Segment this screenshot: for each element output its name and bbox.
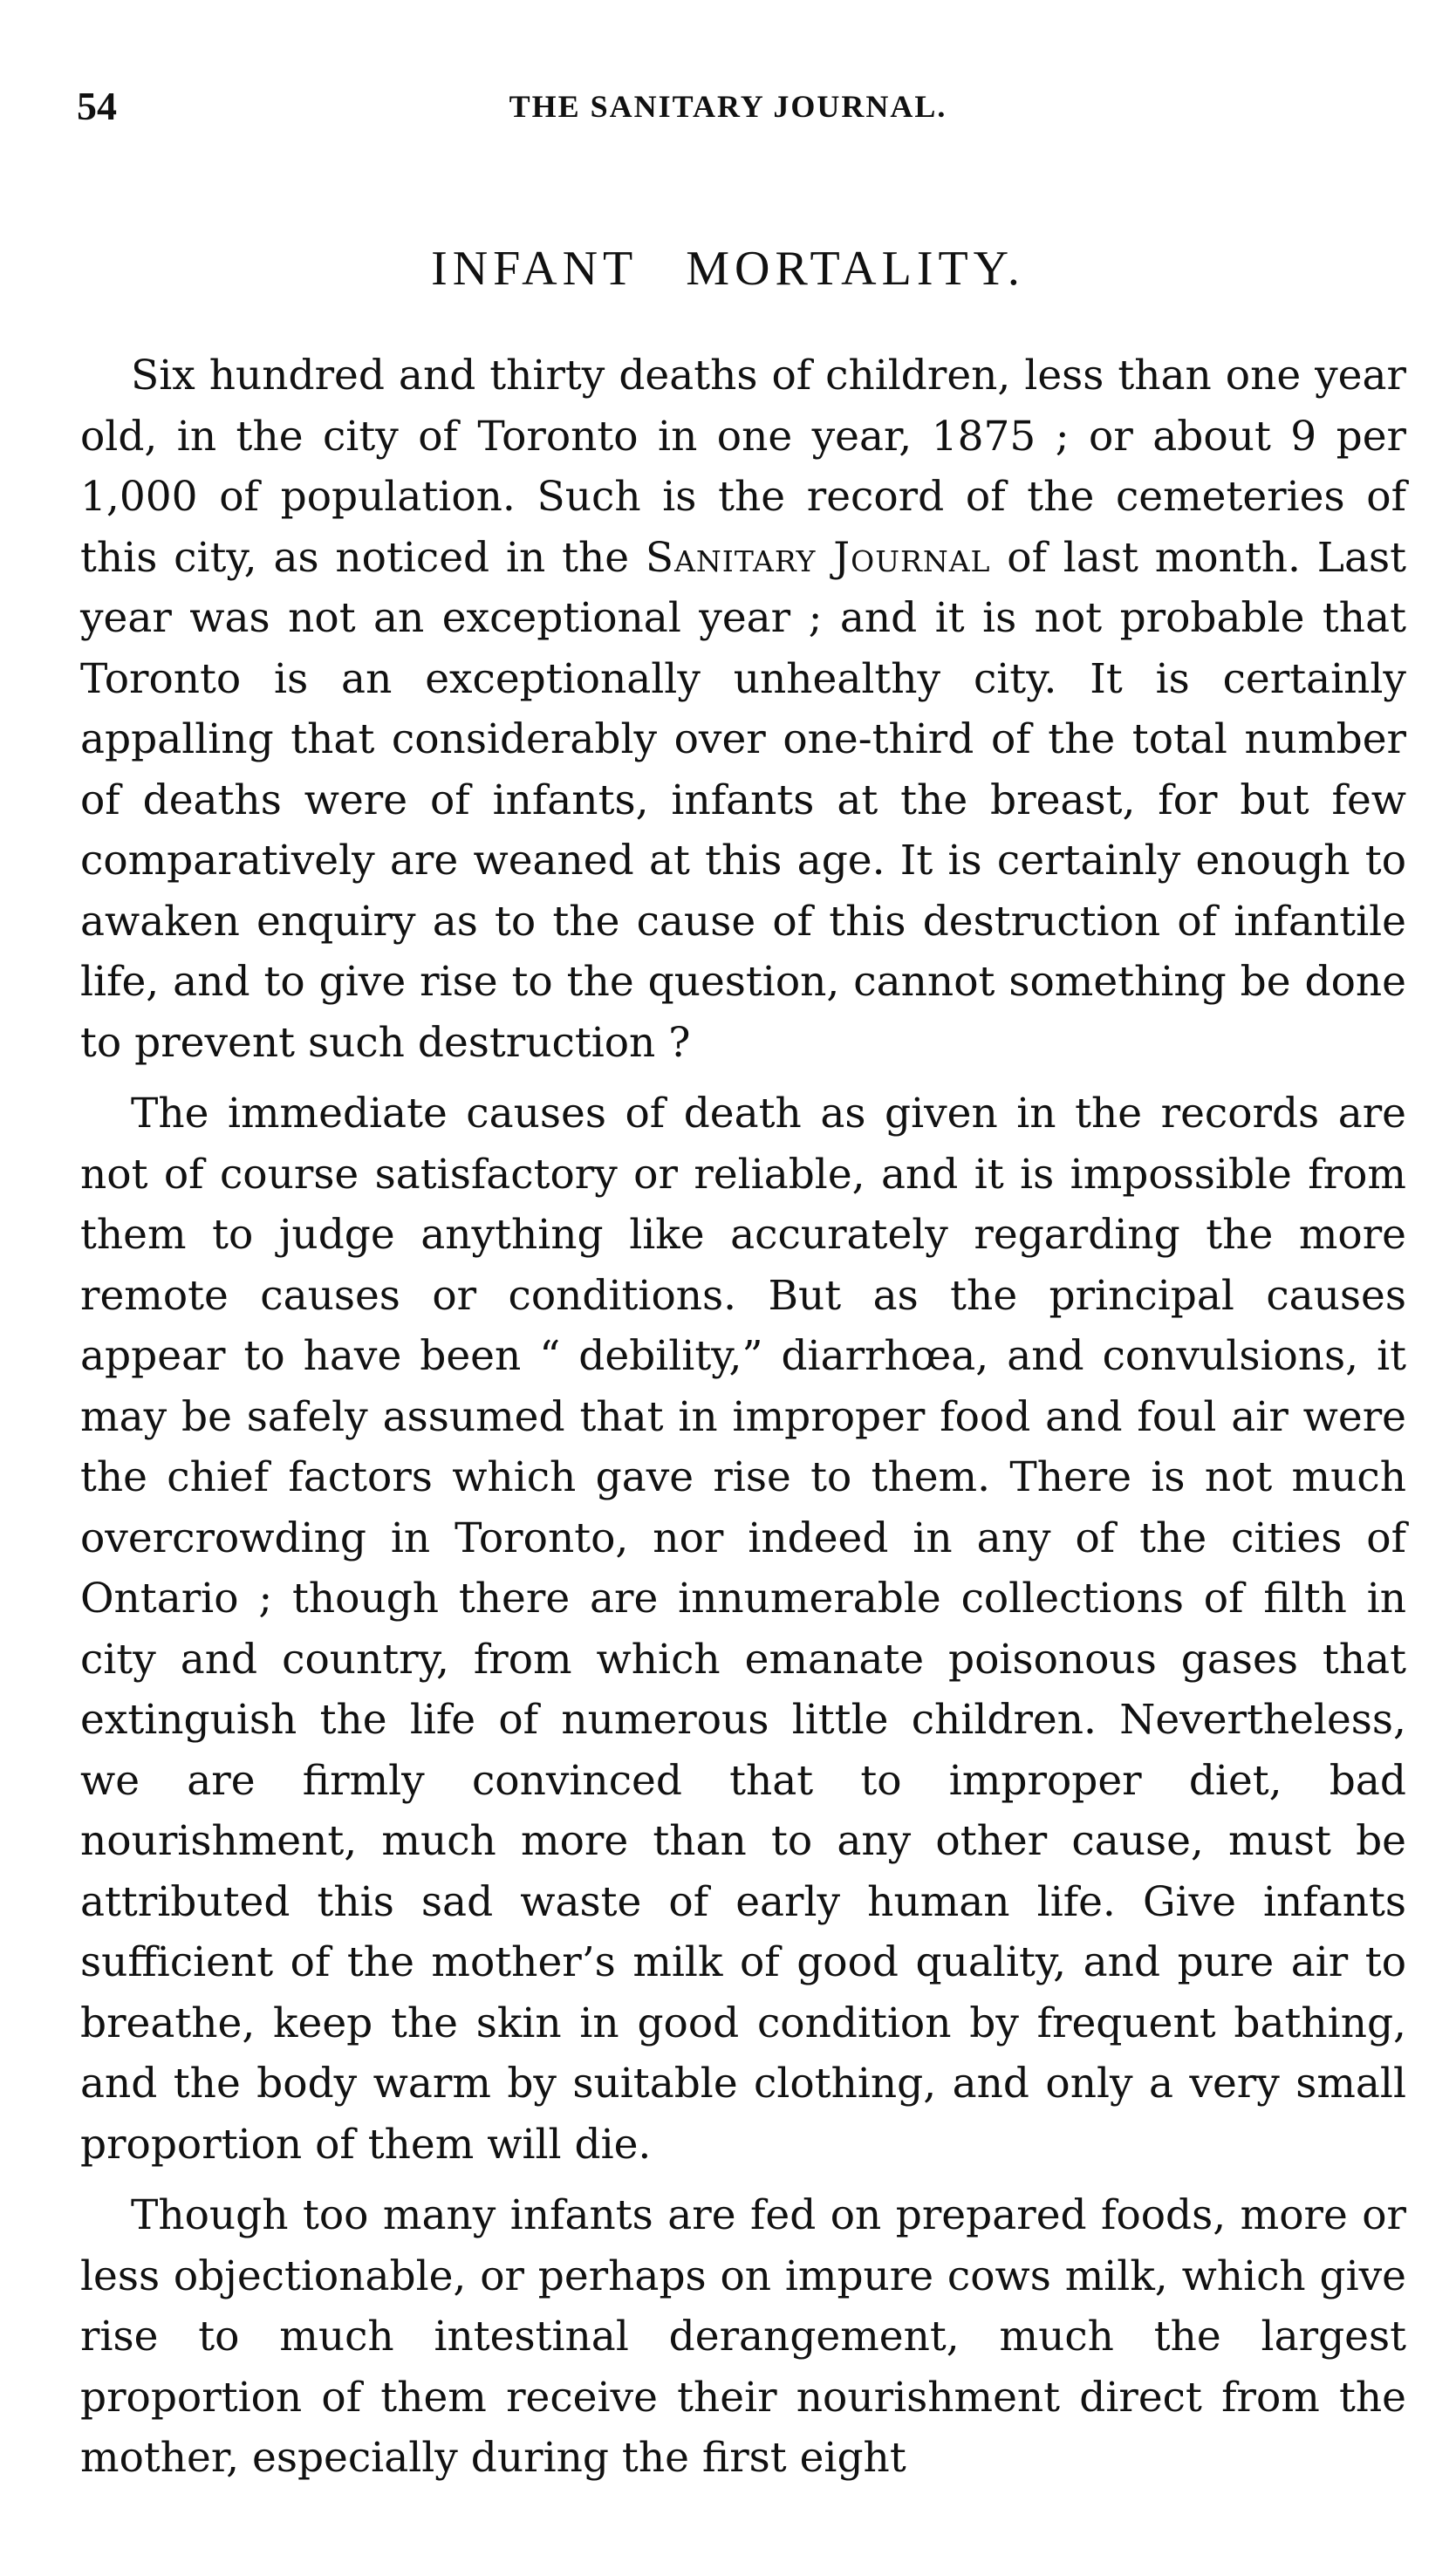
journal-name-reference: Sanitary Journal [645,533,991,582]
running-head [77,80,1379,133]
article-title: INFANT MORTALITY. [431,242,1025,296]
paragraph-2: The immediate causes of death as given in the records are not of course satisfactory or reliable, and it is impossible from them to judge anything like accurately regarding the more remote causes or conditions. But as the principal causes appear to have been “ debility,” diarrhœa, and convulsions, it may be safely assumed that in improper food and foul air were the chief factors which gave rise to them. There is not much overcrowding in Toronto, nor indeed in any of the cities of Ontario ; though there are innumerable collections of filth in city and country, from which emanate poisonous gases that extinguish the life of numerous little children. Nevertheless, we are firmly convinced that to improper diet, bad nourishment, much more than to any other cause, must be attributed this sad waste of early human life. Give infants sufficient of the mother’s milk of good quality, and pure air to breathe, keep the skin in good condition by frequent bathing, and the body warm by suitable clothing, and only a very small proportion of them will die. [80,1090,1406,2169]
page-number: 54 [77,84,117,128]
journal-title: THE SANITARY JOURNAL. [509,89,947,124]
paragraph-1-text-before: Six hundred and thirty deaths of children, less than one year old, in the city of Toronto in one year, 1875 ; or about 9 per 1,000 of population. Such is the record of the cemeteries of this city, as noticed in the [80,352,1406,582]
paragraph-1 [80,345,1406,1073]
article-body [80,345,1406,2489]
paragraph-1-text-after: of last month. Last year was not an exceptional year ; and it is not probable that Toronto is an exceptionally unhealthy city. It is certainly appalling that considerably over one-third of the total number of deaths were of infants, infants at the breast, for but few comparatively are weaned at this age. It is certainly enough to awaken enquiry as to the cause of this destruction of infantile life, and to give rise to the question, cannot something be done to prevent such destruction ? [80,533,1406,1067]
paragraph-3: Though too many infants are fed on prepared foods, more or less objectionable, or perhaps on impure cows milk, which give rise to much intestinal derangement, much the largest proportion of them receive their nourishment direct from the mother, especially during the first eight [80,2191,1406,2482]
